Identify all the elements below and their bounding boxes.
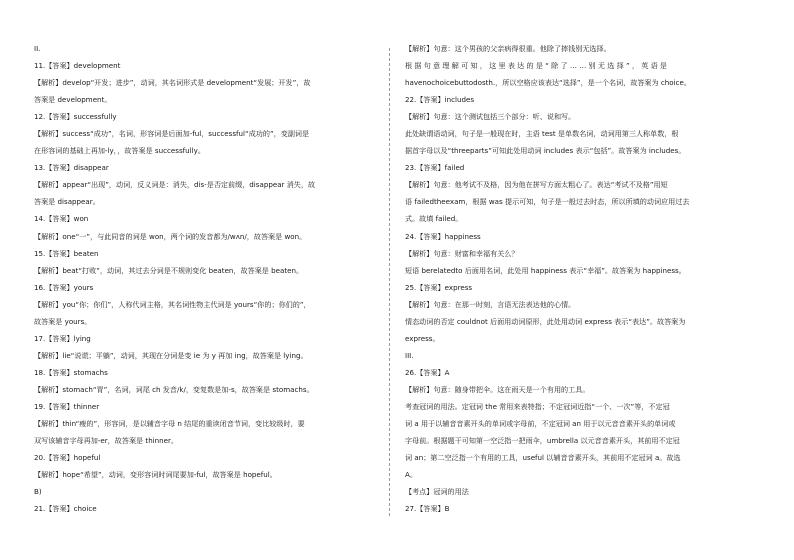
text-line: 19.【答案】thinner [34,401,100,411]
text-line: 式。故填 failed。 [405,214,463,224]
text-line: A。 [405,470,417,480]
text-line: 考查冠词的用法。定冠词 the 常用来表特指；不定冠词近指“一个、一次”等，不定冠 [405,401,670,411]
text-line: 【解析】appear“出现”，动词，反义词是：消失，dis-是否定前缀，disappear 消失，故 [34,180,316,190]
text-line: 【解析】beat“打败”，动词，其过去分词是不规则变化 beaten，故答案是 beaten。 [34,265,304,275]
text-line: 17.【答案】lying [34,333,91,343]
text-line: 20.【答案】hopeful [34,453,101,463]
text-line: 11.【答案】development [34,61,121,71]
text-line: 【解析】stomach“胃”，名词，词尾 ch 发音/k/，变复数是加-s，故答案是 stomachs。 [34,384,314,394]
text-line: 据首字母以及“threeparts”可知此处用动词 includes 表示“包括”。故答案为 includes。 [405,146,686,156]
text-line: 14.【答案】won [34,214,89,224]
text-line: 故答案是 yours。 [34,316,92,326]
text-line: express。 [405,333,440,343]
column-divider [389,48,390,516]
text-line: 【解析】句意：财富和幸福有关么？ [405,248,519,258]
text-line: 12.【答案】successfully [34,112,117,122]
text-line: 词 an；第二空泛指一个有用的工具，useful 以辅音音素开头，其前用不定冠词 a。故选 [405,453,681,463]
text-line: 【考点】冠词的用法 [405,487,469,497]
text-line: 【解析】句意：随身带把伞。这在雨天是一个有用的工具。 [405,384,590,394]
text-line: 26.【答案】A [405,367,450,377]
text-line: 22.【答案】includes [405,95,475,105]
text-line: 【解析】thin“瘦的”，形容词，是以辅音字母 n 结尾的重读闭音节词，变比较级时，要 [34,419,305,429]
text-line: 字母前。根据题干可知第一空泛指一把雨伞，umbrella 以元音音素开头，其前用不定冠 [405,436,680,446]
text-line: 答案是 disappear。 [34,197,100,207]
text-line: 【解析】one“一”，与此同音的词是 won，两个词的发音都为/wʌn/，故答案是 won。 [34,231,307,241]
text-line: 16.【答案】yours [34,282,94,292]
text-line: 23.【答案】failed [405,163,465,173]
text-line: havenochoicebuttodosth.，所以空格应该表达“选择”，是一个名词，故答案为 choice。 [405,78,691,88]
right-column [405,40,755,517]
text-line: 【解析】develop“开发；进步”，动词，其名词形式是 development“发展；开发”，故 [34,78,311,88]
text-line: 【解析】句意：在那一时刻，言语无法表达他的心情。 [405,299,576,309]
text-line: 【解析】句意：这个男孩的父亲病得很重。他除了摔钱别无选择。 [405,44,611,53]
text-line: B) [34,487,42,497]
text-line: 短语 berelatedto 后面用名词，此处用 happiness 表示“幸福”。故答案为 happiness。 [405,265,686,275]
left-column [34,40,374,517]
text-line: 【解析】句意：他考试不及格，因为他在拼写方面太粗心了。表达“考试不及格”用短 [405,180,668,190]
text-line: II. [34,44,41,53]
text-line: 根 据 句 意 理 解 可 知 ， 这 里 表 达 的 是 “ 除 了 … … 别 无 选 择 ” ， 英 语 是 [405,61,668,71]
text-line: 15.【答案】beaten [34,248,99,258]
text-line: 此处缺谓语动词，句子是一般现在时，主语 test 是单数名词，动词用第三人称单数，根 [405,129,679,139]
text-line: 在形容词的基础上再加-ly，，故答案是 successfully。 [34,146,205,156]
text-line: 【解析】hope“希望”，动词，变形容词时词尾要加-ful，故答案是 hopeful。 [34,470,277,480]
text-line: 【解析】you“你；你们”，人称代词主格，其名词性物主代词是 yours“你的；你们的”， [34,299,311,309]
text-line: 词 a 用于以辅音音素开头的单词或字母前，不定冠词 an 用于以元音音素开头的单词或 [405,419,676,429]
text-line: 【解析】success“成功”，名词，形容词是后面加-ful，successful“成功的”，变副词是 [34,129,310,139]
text-line: 27.【答案】B [405,504,450,514]
text-line: 24.【答案】happiness [405,231,481,241]
text-line: 21.【答案】choice [34,504,97,514]
text-line: 25.【答案】express [405,282,473,292]
text-line: 语 failedtheexam，根据 was 提示可知，句子是一般过去时态，所以所填的动词应用过去 [405,197,690,207]
text-line: 13.【答案】disappear [34,163,109,173]
text-line: III. [405,350,414,360]
text-line: 答案是 development。 [34,95,112,105]
text-line: 【解析】句意：这个测试包括三个部分：听、说和写。 [405,112,576,122]
text-line: 18.【答案】stomachs [34,367,108,377]
text-line: 双写该辅音字母再加-er，故答案是 thinner。 [34,436,179,446]
text-line: 情态动词的否定 couldnot 后面用动词原形，此处用动词 express 表示“表达”。故答案为 [405,316,686,326]
text-line: 【解析】lie“说谎；平躺”，动词，其现在分词是变 ie 为 y 再加 ing，故答案是 lying。 [34,350,308,360]
